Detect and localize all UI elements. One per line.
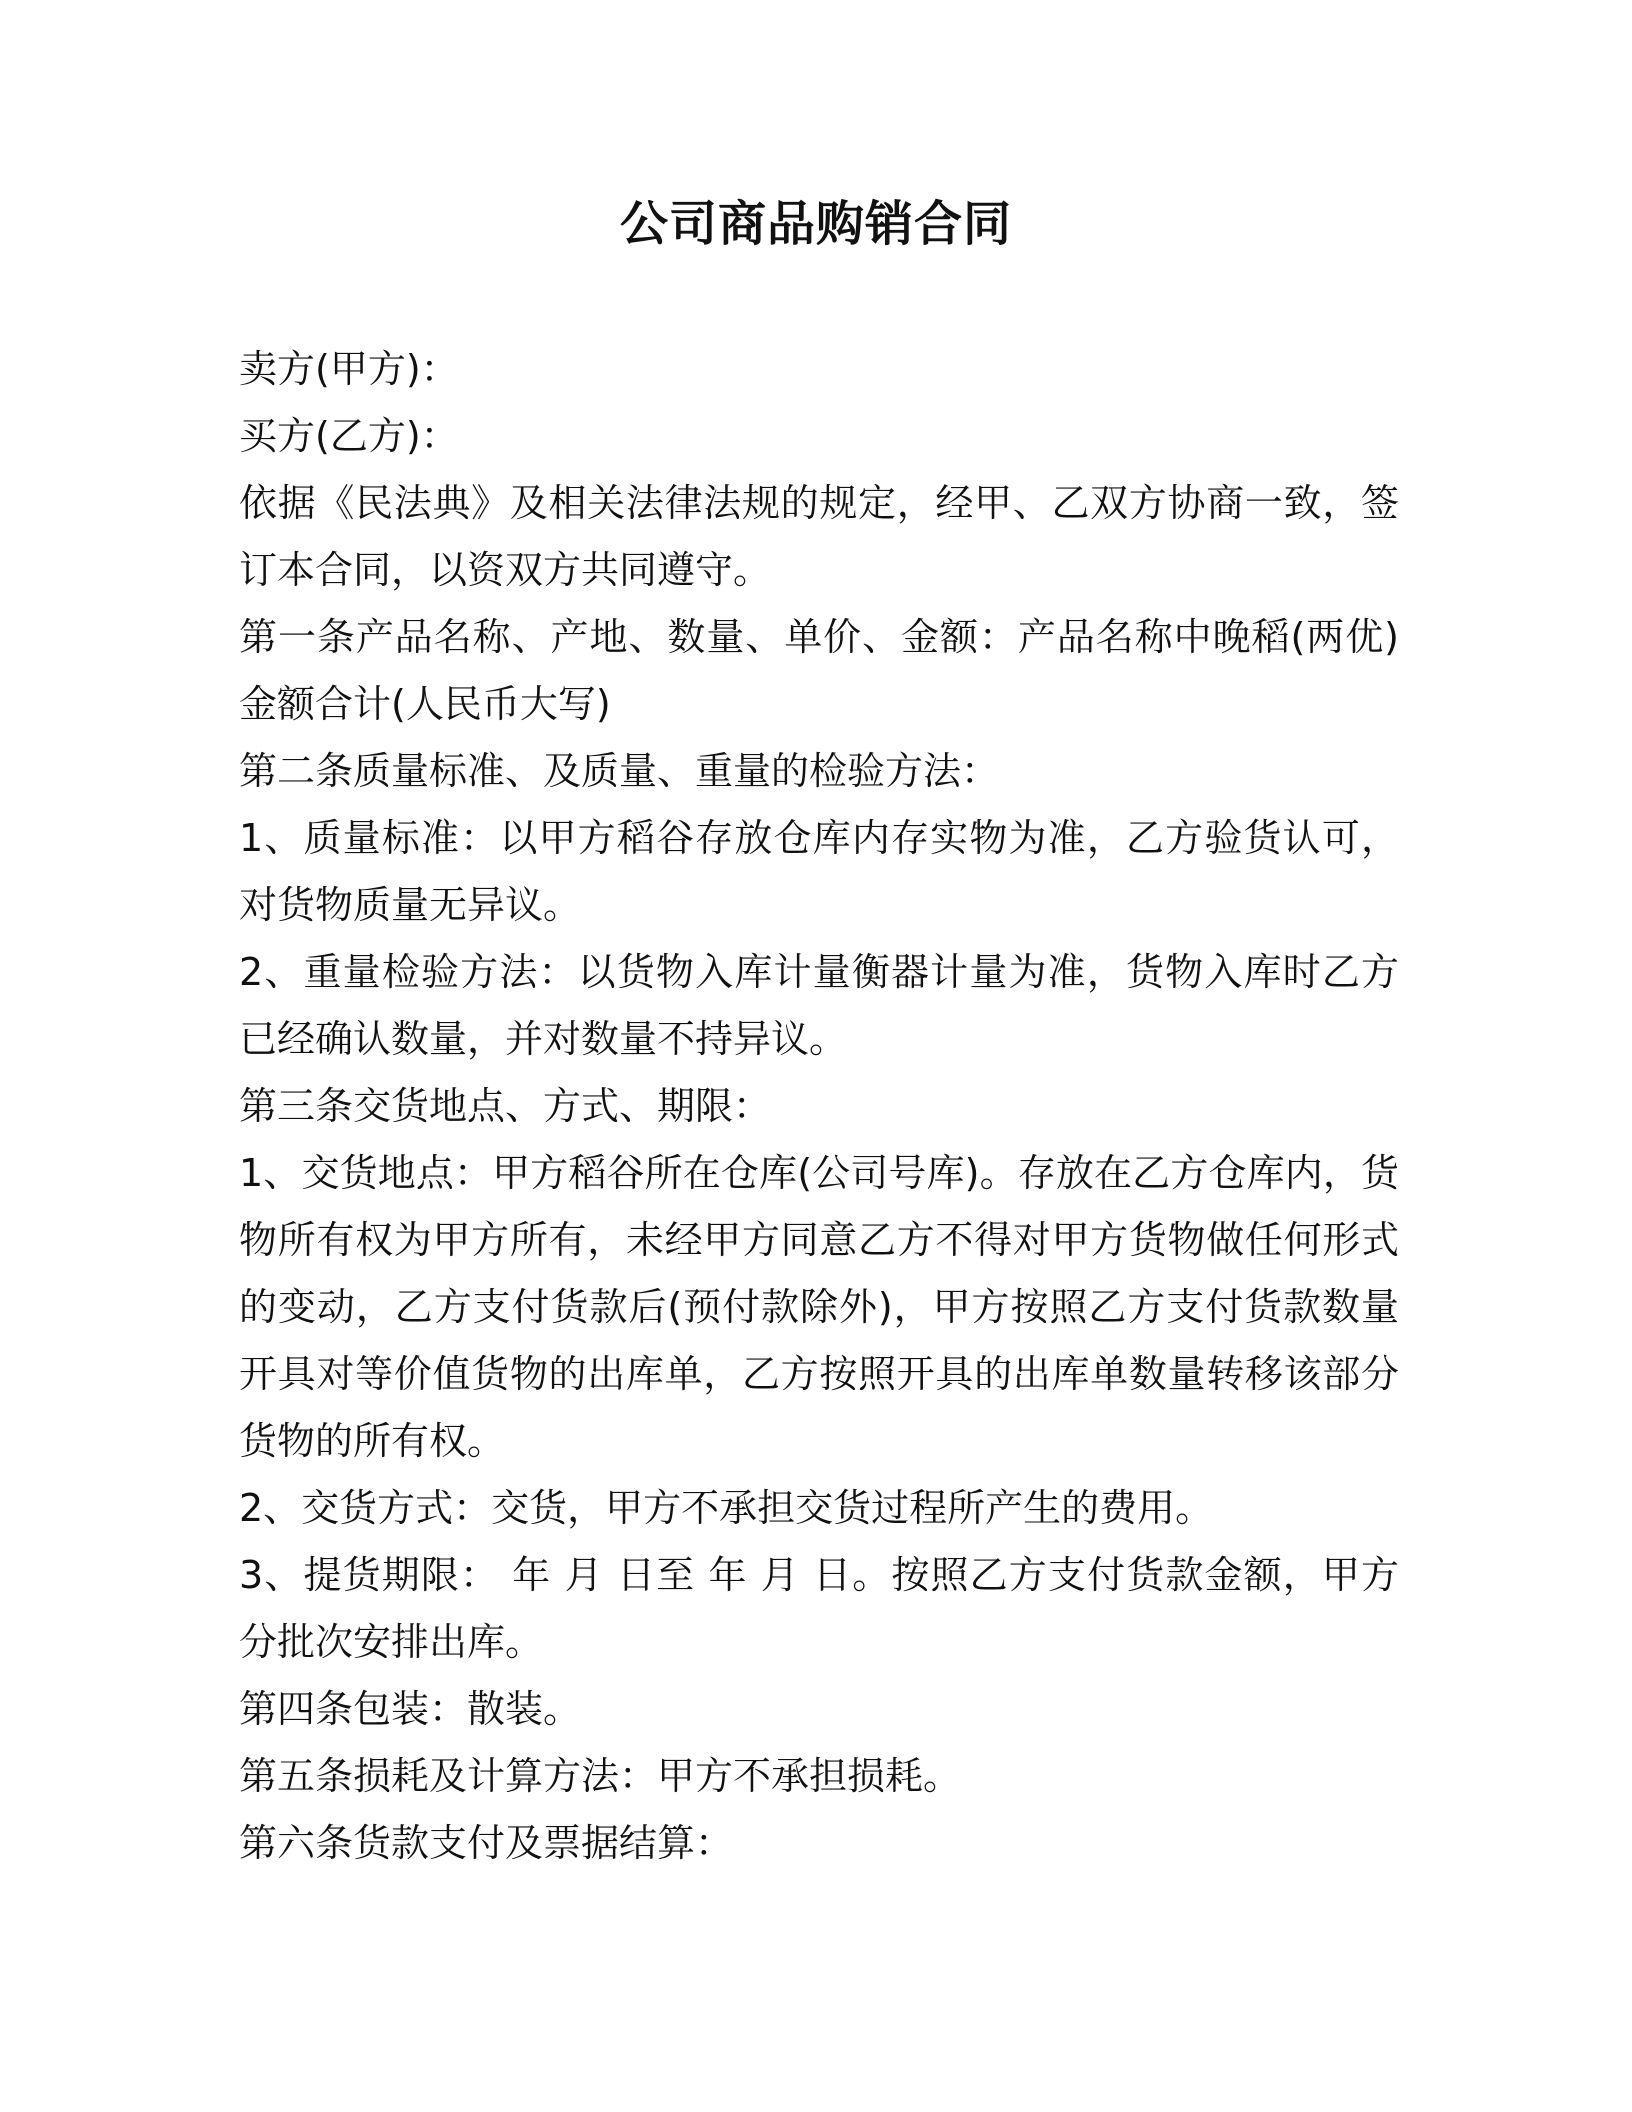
- preamble-paragraph: 依据《民法典》及相关法律法规的规定，经甲、乙双方协商一致，签订本合同，以资双方共同遵守。: [239, 481, 1399, 592]
- buyer-line: 买方(乙方)：: [239, 414, 459, 458]
- article-2-heading: 第二条质量标准、及质量、重量的检验方法：: [239, 749, 1000, 793]
- article-3-item-2: 2、交货方式：交货，甲方不承担交货过程所产生的费用。: [239, 1486, 1214, 1530]
- article-5-paragraph: 第五条损耗及计算方法：甲方不承担损耗。: [239, 1754, 962, 1798]
- seller-line: 卖方(甲方)：: [239, 347, 459, 391]
- article-1-paragraph: 第一条产品名称、产地、数量、单价、金额：产品名称中晚稻(两优)金额合计(人民币大写): [239, 615, 1399, 726]
- article-3-item-3: 3、提货期限： 年 月 日至 年 月 日。按照乙方支付货款金额，甲方分批次安排出库。: [239, 1553, 1399, 1664]
- article-2-item-2: 2、重量检验方法：以货物入库计量衡器计量为准，货物入库时乙方已经确认数量，并对数量不持异议。: [239, 950, 1399, 1061]
- article-3-heading: 第三条交货地点、方式、期限：: [239, 1084, 772, 1128]
- article-6-heading: 第六条货款支付及票据结算：: [239, 1821, 734, 1865]
- article-2-item-1: 1、质量标准：以甲方稻谷存放仓库内存实物为准，乙方验货认可，对货物质量无异议。: [239, 816, 1399, 927]
- article-3-item-1: 1、交货地点：甲方稻谷所在仓库(公司号库)。存放在乙方仓库内，货物所有权为甲方所有，未经甲方同意乙方不得对甲方货物做任何形式的变动，乙方支付货款后(预付款除外)，甲方按照乙方支付货款数量开具对等价值货物的出库单，乙方按照开具的出库单数量转移该部分货物的所有权。: [239, 1151, 1399, 1463]
- article-4-paragraph: 第四条包装：散装。: [239, 1687, 582, 1731]
- document-title: 公司商品购销合同: [619, 196, 1012, 252]
- contract-body: [239, 336, 1399, 1877]
